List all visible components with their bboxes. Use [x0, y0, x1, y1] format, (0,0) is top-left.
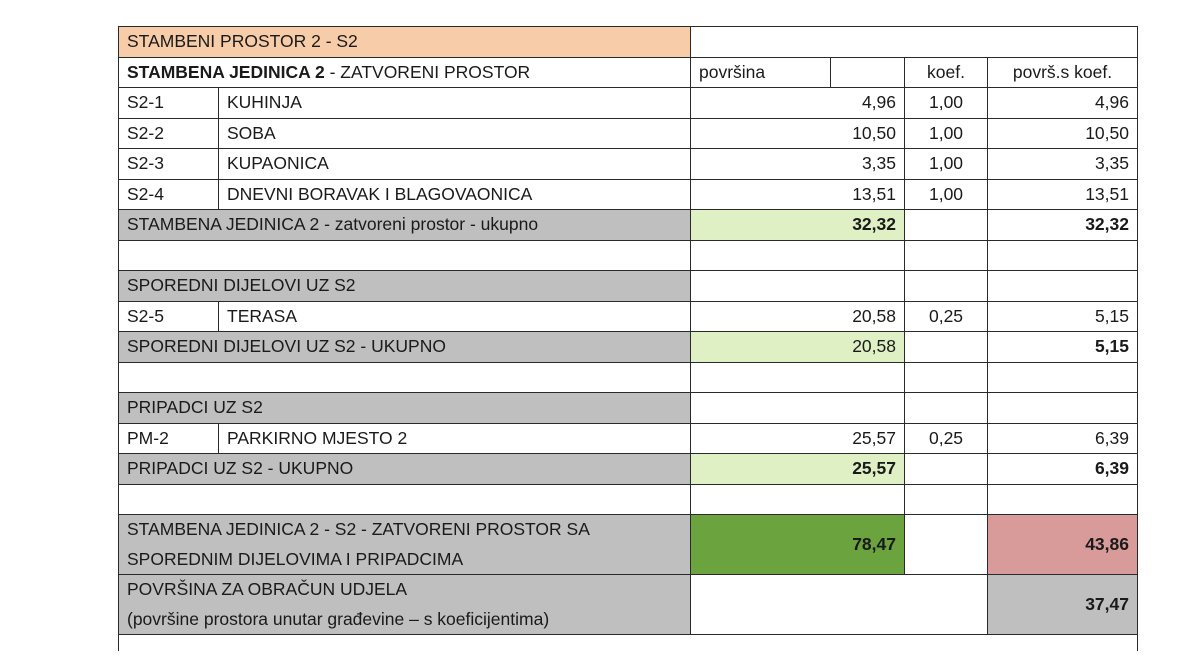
room-area-coef: 10,50 [988, 118, 1138, 149]
side-total-area-coef: 5,15 [988, 332, 1138, 363]
room-coef: 1,00 [905, 88, 988, 119]
grand-total-line-2: SPOREDNIM DIJELOVIMA I PRIPADCIMA [127, 548, 464, 569]
title-row [119, 27, 1138, 58]
tail-row [119, 635, 1138, 652]
room-name: DNEVNI BORAVAK I BLAGOVAONICA [219, 179, 691, 210]
table-title: STAMBENI PROSTOR 2 - S2 [119, 27, 691, 58]
empty-cell [988, 271, 1138, 302]
unit-heading [119, 57, 691, 88]
area-table [118, 26, 1138, 651]
appurtenances-heading: PRIPADCI UZ S2 [119, 393, 691, 424]
room-area-coef: 3,35 [988, 149, 1138, 180]
room-name: KUHINJA [219, 88, 691, 119]
unit-heading-rest: - ZATVORENI PROSTOR [324, 61, 531, 82]
appurtenances-total-area: 25,57 [691, 454, 905, 485]
room-coef: 1,00 [905, 149, 988, 180]
unit-total-label: STAMBENA JEDINICA 2 - zatvoreni prostor - ukupno [119, 210, 691, 241]
appurtenance-code: PM-2 [119, 423, 219, 454]
empty-cell [905, 240, 988, 271]
empty-cell [905, 332, 988, 363]
empty-cell [988, 484, 1138, 515]
side-area-coef: 5,15 [988, 301, 1138, 332]
unit-heading-bold: STAMBENA JEDINICA 2 [127, 61, 325, 82]
empty-cell [691, 484, 905, 515]
appurtenances-total-row [119, 454, 1138, 485]
table-row [119, 423, 1138, 454]
room-area: 13,51 [691, 179, 905, 210]
room-area-coef: 4,96 [988, 88, 1138, 119]
grand-total-area-coef: 43,86 [988, 515, 1138, 575]
empty-cell [691, 575, 988, 635]
empty-cell [905, 454, 988, 485]
side-area: 20,58 [691, 301, 905, 332]
empty-cell [691, 27, 1138, 58]
empty-cell [691, 393, 905, 424]
table-row [119, 88, 1138, 119]
grand-total-row [119, 515, 1138, 575]
room-code: S2-2 [119, 118, 219, 149]
empty-cell [905, 210, 988, 241]
empty-cell [119, 240, 691, 271]
empty-cell [905, 271, 988, 302]
grand-total-label [119, 515, 691, 575]
empty-cell [988, 240, 1138, 271]
spacer-row [119, 484, 1138, 515]
col-area-header: površina [691, 57, 831, 88]
table-row [119, 118, 1138, 149]
appurtenance-coef: 0,25 [905, 423, 988, 454]
side-heading-row [119, 271, 1138, 302]
spacer-row [119, 362, 1138, 393]
grand-total-area: 78,47 [691, 515, 905, 575]
side-total-row [119, 332, 1138, 363]
share-line-2: (površine prostora unutar građevine – s koeficijentima) [127, 608, 550, 629]
share-row [119, 575, 1138, 635]
room-area: 3,35 [691, 149, 905, 180]
side-code: S2-5 [119, 301, 219, 332]
unit-total-row [119, 210, 1138, 241]
empty-cell [905, 515, 988, 575]
col-coef-header: koef. [905, 57, 988, 88]
side-heading: SPOREDNI DIJELOVI UZ S2 [119, 271, 691, 302]
empty-cell [119, 635, 1138, 652]
empty-cell [831, 57, 905, 88]
room-code: S2-1 [119, 88, 219, 119]
appurtenances-heading-row [119, 393, 1138, 424]
side-name: TERASA [219, 301, 691, 332]
room-code: S2-4 [119, 179, 219, 210]
header-row [119, 57, 1138, 88]
room-coef: 1,00 [905, 118, 988, 149]
share-line-1: POVRŠINA ZA OBRAČUN UDJELA [127, 579, 408, 599]
appurtenances-total-label: PRIPADCI UZ S2 - UKUPNO [119, 454, 691, 485]
room-name: KUPAONICA [219, 149, 691, 180]
empty-cell [905, 484, 988, 515]
share-area-coef: 37,47 [988, 575, 1138, 635]
empty-cell [119, 484, 691, 515]
empty-cell [691, 240, 905, 271]
empty-cell [905, 393, 988, 424]
table-row [119, 301, 1138, 332]
empty-cell [691, 362, 905, 393]
empty-cell [905, 362, 988, 393]
side-total-label: SPOREDNI DIJELOVI UZ S2 - UKUPNO [119, 332, 691, 363]
empty-cell [691, 271, 905, 302]
spacer-row [119, 240, 1138, 271]
room-area-coef: 13,51 [988, 179, 1138, 210]
room-code: S2-3 [119, 149, 219, 180]
appurtenances-total-area-coef: 6,39 [988, 454, 1138, 485]
room-coef: 1,00 [905, 179, 988, 210]
table-row [119, 179, 1138, 210]
side-coef: 0,25 [905, 301, 988, 332]
room-area: 4,96 [691, 88, 905, 119]
appurtenance-name: PARKIRNO MJESTO 2 [219, 423, 691, 454]
share-label [119, 575, 691, 635]
unit-total-area-coef: 32,32 [988, 210, 1138, 241]
col-area-coef-header: površ.s koef. [988, 57, 1138, 88]
empty-cell [988, 393, 1138, 424]
appurtenance-area-coef: 6,39 [988, 423, 1138, 454]
empty-cell [988, 362, 1138, 393]
empty-cell [119, 362, 691, 393]
grand-total-line-1: STAMBENA JEDINICA 2 - S2 - ZATVORENI PROSTOR SA [127, 519, 590, 539]
side-total-area: 20,58 [691, 332, 905, 363]
room-name: SOBA [219, 118, 691, 149]
room-area: 10,50 [691, 118, 905, 149]
table-row [119, 149, 1138, 180]
unit-total-area: 32,32 [691, 210, 905, 241]
appurtenance-area: 25,57 [691, 423, 905, 454]
